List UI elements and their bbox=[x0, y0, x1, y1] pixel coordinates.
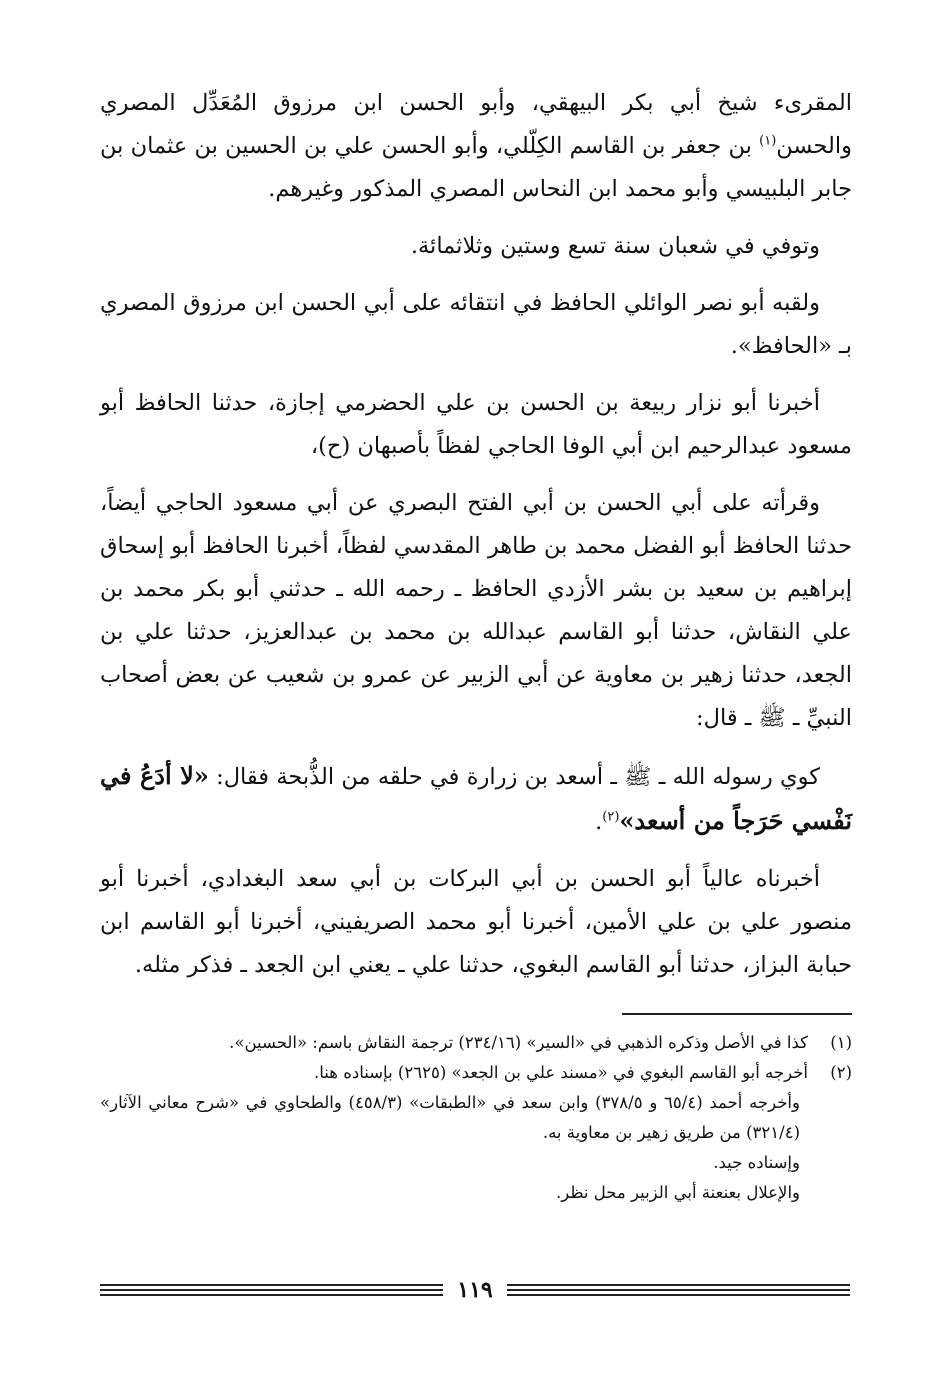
footer-rule-left bbox=[100, 1284, 443, 1296]
footnote-1-number: (١) bbox=[830, 1033, 852, 1052]
footnote-1 bbox=[100, 1028, 852, 1058]
footnote-ref-2[interactable]: (٢) bbox=[602, 809, 620, 825]
footer-rule-right bbox=[507, 1284, 850, 1296]
footnote-2-continuation-2: وإسناده جيد. bbox=[713, 1153, 800, 1172]
footnote-separator bbox=[622, 1013, 852, 1015]
footnote-1-text: كذا في الأصل وذكره الذهبي في «السير» (٢٣٤/١٦) ترجمة النقاش باسم: «الحسين». bbox=[229, 1033, 808, 1052]
footnote-2-continuation-1: وأخرجه أحمد (٦٥/٤ و ٣٧٨/٥) وابن سعد في «الطبقات» (٤٥٨/٣) والطحاوي في «شرح معاني الآثار» (٣٢١/٤) من طريق زهير بن معاوية به. bbox=[100, 1093, 800, 1142]
footnote-2-continuation-3: والإعلال بعنعنة أبي الزبير محل نظر. bbox=[556, 1183, 800, 1202]
paragraph-1 bbox=[100, 82, 852, 211]
paragraph-6-text: كوي رسوله الله ـ ﷺ ـ أسعد بن زرارة في حلقه من الذُّبحة فقال: bbox=[208, 764, 820, 790]
footnote-2-number: (٢) bbox=[830, 1063, 852, 1082]
main-text bbox=[100, 82, 852, 1001]
paragraph-1-text-a: المقرىء شيخ أبي بكر البيهقي، وأبو الحسن ابن مرزوق المُعَدِّل المصري والحسن bbox=[100, 90, 852, 159]
footnote-2 bbox=[100, 1058, 852, 1088]
paragraph-7: أخبرناه عالياً أبو الحسن بن أبي البركات بن أبي سعد البغدادي، أخبرنا أبو منصور علي بن علي الأمين، أخبرنا أبو محمد الصريفيني، أخبرنا أبو القاسم ابن حبابة البزاز، حدثنا أبو القاسم البغوي، حدثنا علي ـ يعني ابن الجعد ـ فذكر مثله. bbox=[100, 866, 852, 978]
paragraph-4: أخبرنا أبو نزار ربيعة بن الحسن بن علي الحضرمي إجازة، حدثنا الحافظ أبو مسعود عبدالرحيم ابن أبي الوفا الحاجي لفظاً بأصبهان (ح)، bbox=[100, 390, 852, 459]
paragraph-6 bbox=[100, 754, 852, 844]
footnotes bbox=[100, 1028, 852, 1208]
paragraph-6-end: . bbox=[595, 809, 603, 835]
footnote-ref-1[interactable]: (١) bbox=[759, 133, 777, 149]
paragraph-1-text-b: بن جعفر بن القاسم الكِلّلي، وأبو الحسن علي بن الحسين بن عثمان بن جابر البلبيسي وأبو محمد ابن النحاس المصري المذكور وغيرهم. bbox=[100, 133, 852, 202]
paragraph-3: ولقبه أبو نصر الوائلي الحافظ في انتقائه على أبي الحسن ابن مرزوق المصري بـ «الحافظ». bbox=[100, 290, 852, 359]
paragraph-2: وتوفي في شعبان سنة تسع وستين وثلاثمائة. bbox=[410, 233, 820, 259]
paragraph-5: وقرأته على أبي الحسن بن أبي الفتح البصري عن أبي مسعود الحاجي أيضاً، حدثنا الحافظ أبو الفضل محمد بن طاهر المقدسي لفظاً، أخبرنا الحافظ أبو إسحاق إبراهيم بن سعيد بن بشر الأزدي الحافظ ـ رحمه الله ـ حدثني أبو بكر محمد بن علي النقاش، حدثنا أبو القاسم عبدالله بن محمد بن عبدالعزيز، حدثنا علي بن الجعد، حدثنا زهير بن معاوية عن أبي الزبير عن عمرو بن شعيب عن بعض أصحاب النبيِّ ـ ﷺ ـ قال: bbox=[100, 490, 852, 731]
footnote-2-text: أخرجه أبو القاسم البغوي في «مسند علي بن الجعد» (٢٦٢٥) بإسناده هنا. bbox=[314, 1063, 808, 1082]
page-number: ١١٩ bbox=[457, 1277, 493, 1303]
hadith-quote: «لا أدَعُ في نَفْسي حَرَجاً من أسعد» bbox=[100, 761, 852, 835]
page-footer bbox=[100, 1270, 850, 1310]
